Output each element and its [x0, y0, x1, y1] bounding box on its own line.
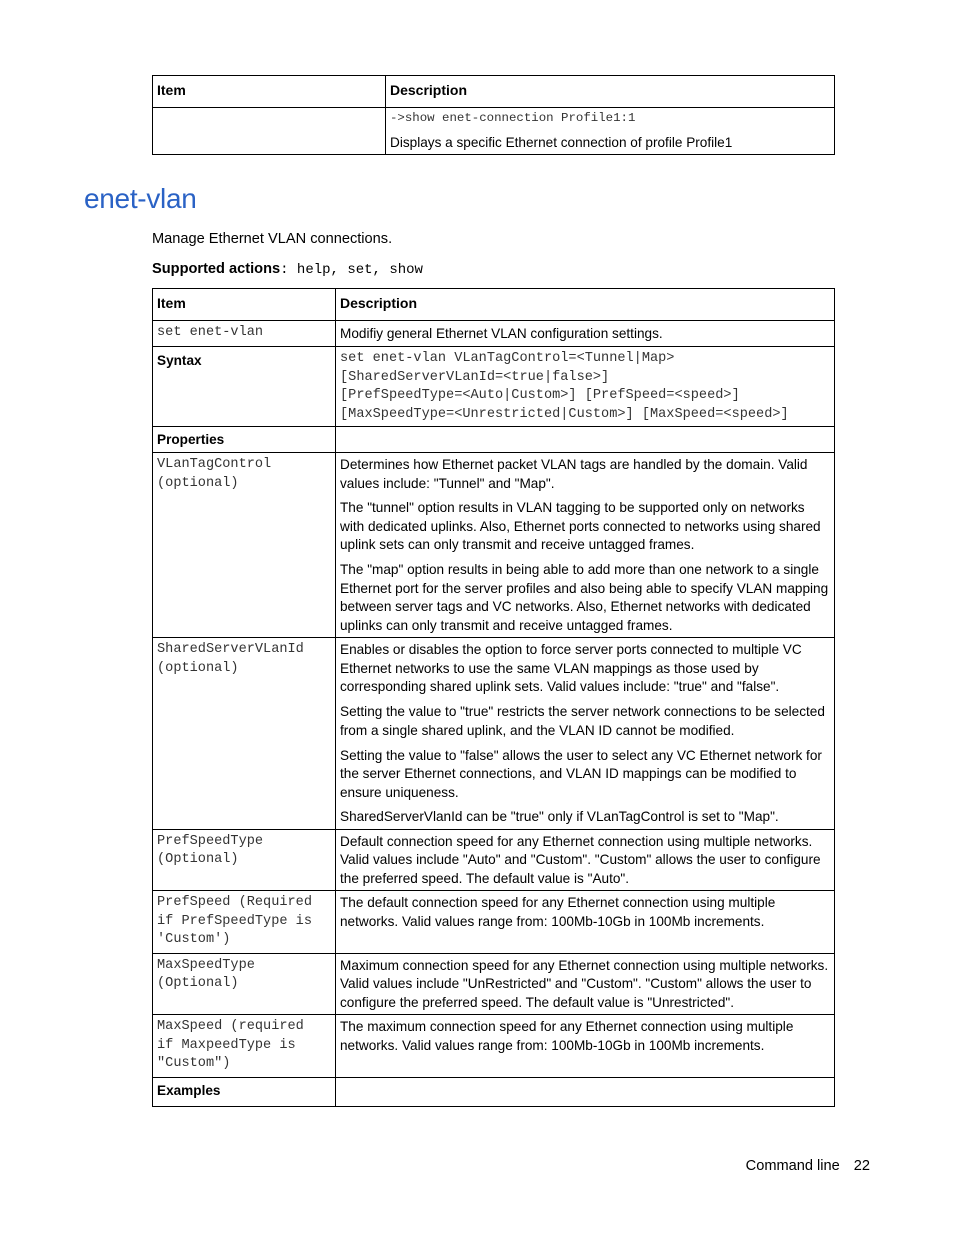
property-name-cell: [153, 891, 336, 954]
section-intro: Manage Ethernet VLAN connections.: [152, 231, 393, 247]
example-description: Displays a specific Ethernet connection of profile Profile1: [390, 134, 733, 150]
syntax-line: [SharedServerVLanId=<true|false>]: [340, 369, 610, 385]
syntax-label: Syntax: [153, 347, 336, 427]
page-footer: [746, 1158, 870, 1174]
footer-section-name: Command line: [745, 1158, 840, 1174]
property-name-line: "Custom"): [157, 1056, 231, 1072]
property-description-cell: [336, 453, 835, 638]
property-description-paragraph: Maximum connection speed for any Ethernet connection using multiple networks. Valid values include "UnRestricted" and "Custom". "Custom" allows the user to configure the preferred speed. The default value is "Unrestricted".: [340, 957, 829, 1010]
property-name-line: SharedServerVLanId: [157, 642, 304, 658]
enet-vlan-table: [152, 288, 835, 1107]
table-row: [153, 108, 835, 155]
property-name-cell: [153, 953, 336, 1015]
property-description-paragraph: The default connection speed for any Ethernet connection using multiple networks. Valid values range from: 100Mb-10Gb in 100Mb increments.: [340, 895, 776, 929]
property-row: [153, 453, 835, 638]
property-description-paragraph: The "tunnel" option results in VLAN tagging to be supported only on networks with dedicated uplinks. Also, Ethernet ports connected to networks using shared uplink sets can only transmit and receive untagged frames.: [340, 500, 821, 553]
previous-command-table: [152, 75, 835, 155]
property-name-line: PrefSpeedType: [157, 833, 264, 849]
property-description-cell: [336, 891, 835, 954]
property-description-cell: [336, 953, 835, 1015]
property-name-cell: [153, 453, 336, 638]
property-row: [153, 1015, 835, 1078]
command-row: [153, 321, 835, 347]
syntax-line: [PrefSpeedType=<Auto|Custom>] [PrefSpeed=<speed>]: [340, 388, 740, 403]
examples-row: [153, 1077, 835, 1106]
properties-empty-cell: [336, 427, 835, 453]
properties-label: Properties: [153, 427, 336, 453]
examples-label: Examples: [153, 1077, 336, 1106]
examples-empty-cell: [336, 1077, 835, 1106]
property-name-cell: [153, 829, 336, 891]
property-name-line: VLanTagControl: [157, 457, 272, 472]
property-row: [153, 891, 835, 954]
property-row: [153, 829, 835, 891]
command-description: Modifiy general Ethernet VLAN configuration settings.: [336, 321, 835, 347]
property-description-paragraph: Setting the value to "true" restricts the server network connections to be selected from a single shared uplink, and the VLAN ID cannot be modified.: [340, 704, 825, 738]
syntax-line: [MaxSpeedType=<Unrestricted|Custom>] [MaxSpeed=<speed>]: [340, 406, 789, 422]
property-description-paragraph: SharedServerVlanId can be "true" only if VLanTagControl is set to "Map".: [340, 809, 779, 825]
supported-actions-list: : help, set, show: [280, 262, 423, 278]
property-row: [153, 638, 835, 830]
column-header-description: Description: [336, 289, 835, 321]
property-name-line: (optional): [157, 475, 239, 491]
column-header-item: Item: [153, 76, 386, 108]
property-name-line: (optional): [157, 660, 239, 676]
property-name-line: if PrefSpeedType is: [157, 913, 312, 929]
section-title: enet-vlan: [84, 183, 197, 214]
column-header-item: Item: [153, 289, 336, 321]
syntax-cell: [336, 347, 835, 427]
property-description-paragraph: Setting the value to "false" allows the user to select any VC Ethernet network for the server Ethernet connections, and VLAN ID mappings can be modified to ensure uniqueness.: [340, 747, 822, 800]
property-description-paragraph: The "map" option results in being able to add more than one network to a single Ethernet port for the server profiles and also being able to specify VLAN mapping between server tags and VC networks. Also, Ethernet networks with dedicated uplinks can only transmit and receive untagged frames.: [340, 562, 829, 633]
property-description-paragraph: Default connection speed for any Ethernet connection using multiple networks. Valid values include "Auto" and "Custom". "Custom" allows the user to configure the preferred speed. The default value is "Auto".: [340, 833, 821, 886]
property-name-cell: [153, 1015, 336, 1078]
properties-list: [153, 453, 835, 1078]
item-cell-empty: [153, 108, 386, 155]
property-description-cell: [336, 638, 835, 830]
property-name-line: (Optional): [157, 976, 239, 992]
property-name-line: if MaxpeedType is: [157, 1037, 296, 1053]
table-header-row: [153, 289, 835, 321]
property-name-line: PrefSpeed (Required: [157, 895, 312, 911]
property-name-line: MaxSpeed (required: [157, 1019, 304, 1035]
property-row: [153, 953, 835, 1015]
property-description-cell: [336, 1015, 835, 1078]
table-header-row: [153, 76, 835, 108]
command-cell: set enet-vlan: [153, 321, 336, 347]
description-cell: [386, 108, 835, 155]
property-description-paragraph: Enables or disables the option to force server ports connected to multiple VC Ethernet networks to use the same VLAN mappings as those used by corresponding shared uplink sets. Valid values include: "true" and "false".: [340, 642, 802, 695]
property-description-paragraph: The maximum connection speed for any Ethernet connection using multiple networks. Valid values range from: 100Mb-10Gb in 100Mb increments.: [340, 1019, 794, 1053]
supported-actions-label: Supported actions: [152, 261, 281, 277]
page-number: 22: [853, 1158, 870, 1174]
property-description-cell: [336, 829, 835, 891]
property-description-paragraph: Determines how Ethernet packet VLAN tags are handled by the domain. Valid values include: "Tunnel" and "Map".: [340, 457, 808, 491]
column-header-description: Description: [386, 76, 835, 108]
property-name-line: MaxSpeedType: [157, 957, 255, 973]
supported-actions: [152, 261, 423, 279]
example-command: ->show enet-connection Profile1:1: [390, 111, 636, 125]
properties-row: [153, 427, 835, 453]
syntax-row: [153, 347, 835, 427]
property-name-cell: [153, 638, 336, 830]
property-name-line: (Optional): [157, 852, 239, 868]
syntax-line: set enet-vlan VLanTagControl=<Tunnel|Map>: [340, 351, 675, 366]
property-name-line: 'Custom'): [157, 932, 231, 948]
